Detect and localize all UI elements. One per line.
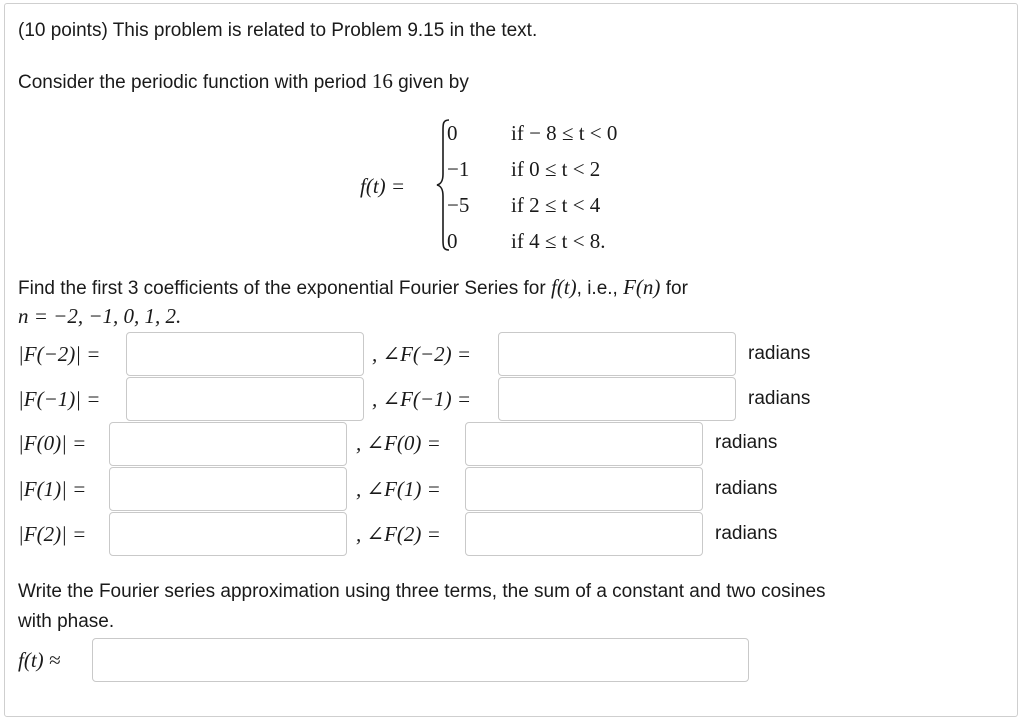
angle-label-n-2: , ∠F(−2) = <box>372 342 472 366</box>
case-value-4: 0 <box>447 229 458 253</box>
unit-label-n-2: radians <box>748 343 811 364</box>
case-value-2: −1 <box>447 157 470 181</box>
case-condition-3: if 2 ≤ t < 4 <box>511 193 601 217</box>
mag-input-n1[interactable] <box>109 467 347 511</box>
problem-header: (10 points) This problem is related to Problem 9.15 in the text. <box>18 20 538 41</box>
case-condition-4: if 4 ≤ t < 8. <box>511 229 606 253</box>
find-instructions <box>18 275 688 301</box>
period-value: 16 <box>371 69 393 93</box>
unit-label-n2: radians <box>715 523 778 544</box>
n-values: n = −2, −1, 0, 1, 2. <box>18 304 182 328</box>
mag-input-n-2[interactable] <box>126 332 364 376</box>
intro-suffix: given by <box>392 72 469 93</box>
intro-prefix: Consider the periodic function with period <box>18 72 372 93</box>
angle-input-n2[interactable] <box>465 512 703 556</box>
angle-input-n0[interactable] <box>465 422 703 466</box>
approx-label: f(t) ≈ <box>18 648 61 672</box>
case-condition-2: if 0 ≤ t < 2 <box>511 157 601 181</box>
case-value-3: −5 <box>447 193 470 217</box>
mag-label-n0: |F(0)| = <box>18 431 87 455</box>
angle-input-n-1[interactable] <box>498 377 736 421</box>
unit-label-n1: radians <box>715 478 778 499</box>
find-Fn-symbol: F(n) <box>623 275 661 299</box>
find-f-symbol: f(t) <box>550 275 577 299</box>
angle-label-n-1: , ∠F(−1) = <box>372 387 472 411</box>
intro-text <box>18 69 469 95</box>
find-for: for <box>665 278 688 299</box>
function-lhs: f(t) = <box>360 174 406 198</box>
angle-input-n1[interactable] <box>465 467 703 511</box>
mag-input-n-1[interactable] <box>126 377 364 421</box>
angle-label-n0: , ∠F(0) = <box>356 431 441 455</box>
mag-label-n-2: |F(−2)| = <box>18 342 101 366</box>
unit-label-n-1: radians <box>748 388 811 409</box>
mag-label-n-1: |F(−1)| = <box>18 387 101 411</box>
angle-label-n2: , ∠F(2) = <box>356 522 441 546</box>
unit-label-n0: radians <box>715 432 778 453</box>
mag-label-n2: |F(2)| = <box>18 522 87 546</box>
case-condition-1: if − 8 ≤ t < 0 <box>511 121 618 145</box>
series-instructions-line2: with phase. <box>18 611 115 632</box>
find-ie: , i.e., <box>576 278 618 299</box>
series-instructions-line1: Write the Fourier series approximation using three terms, the sum of a constant and two cosines <box>18 581 826 602</box>
mag-label-n1: |F(1)| = <box>18 477 87 501</box>
find-text: Find the first 3 coefficients of the exponential Fourier Series for <box>18 278 546 299</box>
mag-input-n0[interactable] <box>109 422 347 466</box>
case-value-1: 0 <box>447 121 458 145</box>
angle-label-n1: , ∠F(1) = <box>356 477 441 501</box>
approx-input[interactable] <box>92 638 749 682</box>
angle-input-n-2[interactable] <box>498 332 736 376</box>
mag-input-n2[interactable] <box>109 512 347 556</box>
